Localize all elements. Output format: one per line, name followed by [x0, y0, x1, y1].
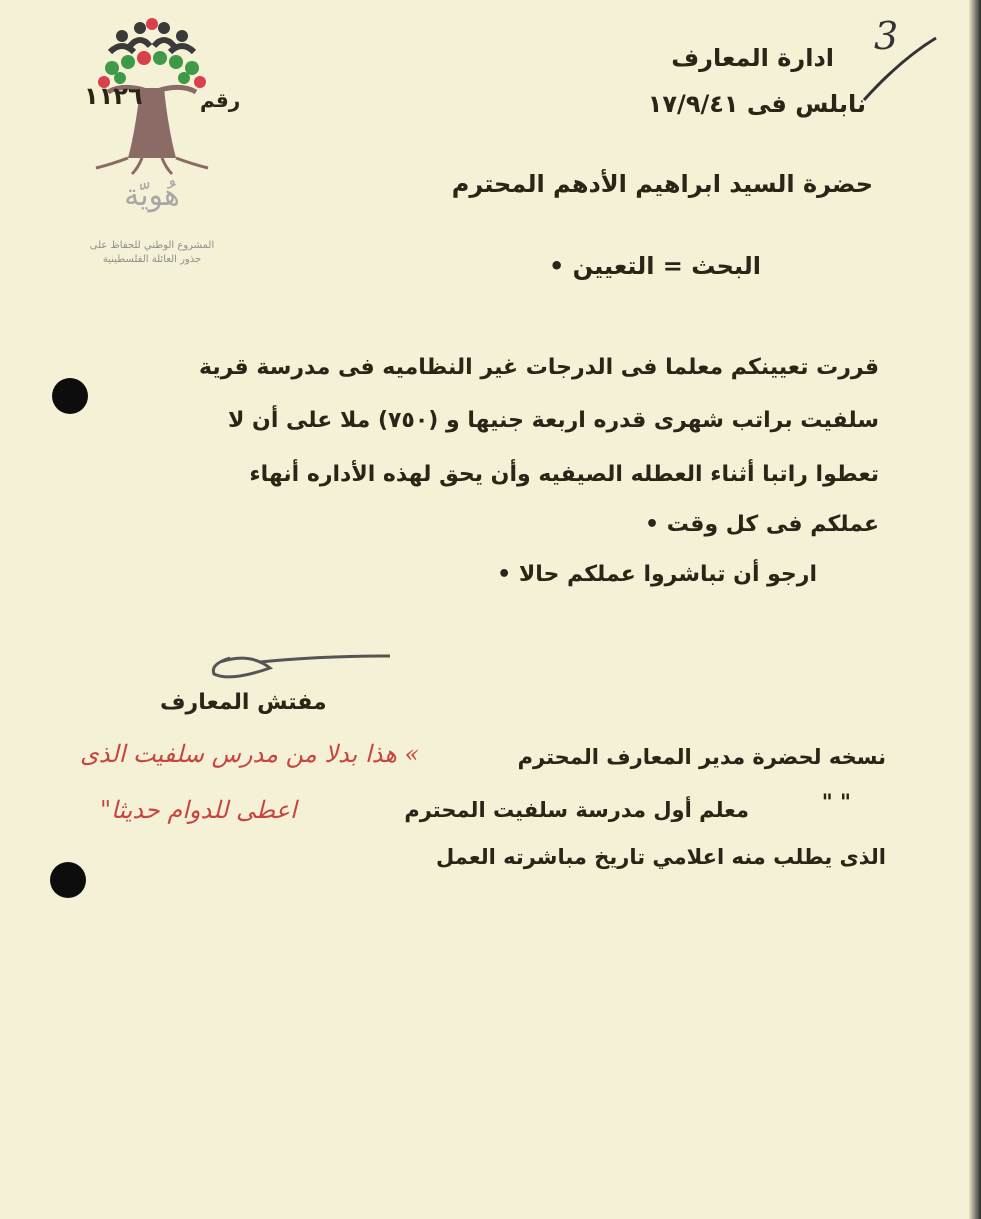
reference-number: ١١٢٦ [84, 82, 143, 110]
copy-line-3: الذى يطلب منه اعلامي تاريخ مباشرته العمل [436, 845, 886, 869]
punch-hole-bottom [50, 862, 86, 898]
subject-line: البحث = التعيين • [548, 252, 761, 280]
logo-tagline-line1: المشروع الوطني للحفاظ على [89, 240, 215, 251]
scan-edge-shadow [969, 0, 981, 1219]
closing-line: ارجو أن تباشروا عملكم حالا • [497, 562, 817, 587]
page-number: 3 [874, 14, 899, 58]
addressee: حضرة السيد ابراهيم الأدهم المحترم [451, 170, 873, 198]
reference-label: رقم [200, 88, 241, 112]
logo-wordmark: هُويّة [124, 178, 180, 213]
copy-line-1-handwritten: » هذا بدلا من مدرس سلفيت الذى [80, 740, 420, 768]
signature-scribble [190, 640, 400, 690]
signature-title: مفتش المعارف [160, 690, 327, 715]
copy-line-2-handwritten: اعطى للدوام حديثا" [100, 796, 297, 824]
body-line-2: سلفيت براتب شهرى قدره اربعة جنيها و (٧٥٠) ملا على أن لا [228, 408, 879, 433]
copy-line-2-typed: معلم أول مدرسة سلفيت المحترم [404, 798, 749, 822]
place-date: نابلس فى ١٧/٩/٤١ [647, 90, 866, 118]
body-line-3: تعطوا راتبا أثناء العطله الصيفيه وأن يحق لهذه الأداره أنهاء [249, 462, 879, 487]
copy-line-2-ditto: " " [821, 790, 851, 814]
logo-tagline-line2: جذور العائلة الفلسطينية [102, 254, 202, 265]
copy-line-1-typed: نسخه لحضرة مدير المعارف المحترم [517, 745, 886, 769]
punch-hole-top [52, 378, 88, 414]
hawiya-logo [82, 18, 222, 268]
body-line-1: قررت تعيينكم معلما فى الدرجات غير النظاميه فى مدرسة قرية [199, 355, 879, 380]
body-line-4: عملكم فى كل وقت • [645, 512, 879, 537]
department-heading: ادارة المعارف [671, 44, 834, 72]
